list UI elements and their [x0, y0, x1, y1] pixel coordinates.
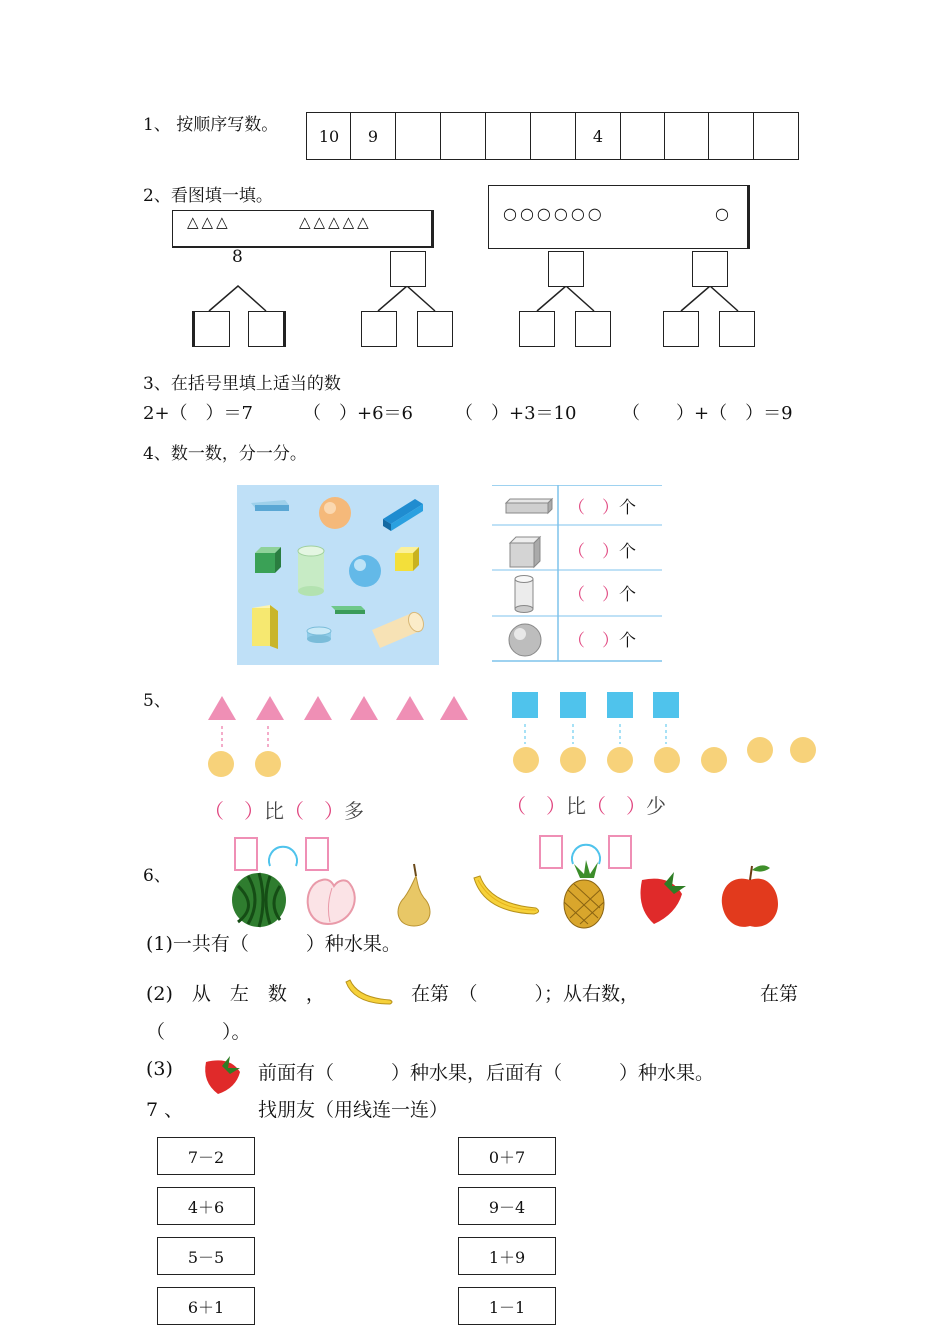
q6-label: 6、: [143, 866, 171, 886]
q1-label: 1、 按顺序写数。: [143, 115, 279, 135]
match-right-item[interactable]: 1＋9: [458, 1237, 556, 1275]
q2-label: 2、看图填一填。: [143, 186, 273, 206]
q3-label: 3、在括号里填上适当的数: [143, 374, 341, 394]
q7-title: 找朋友（用线连一连）: [258, 1099, 449, 1121]
pear-icon: [398, 864, 430, 926]
q6-part2-position: 在第: [760, 983, 799, 1005]
bond-part-box[interactable]: [719, 311, 755, 347]
sphere-icon: [507, 622, 543, 658]
strawberry-icon: [641, 872, 687, 924]
banana-icon: [342, 974, 394, 1010]
q6-part2-from-left: (2) 从 左 数 ，: [146, 983, 325, 1005]
sequence-cell[interactable]: 4: [575, 113, 620, 159]
equation-4[interactable]: （ ）+（ ）＝9: [622, 403, 793, 424]
bond-part-box[interactable]: [361, 311, 397, 347]
q6-part3-text[interactable]: 前面有（ ）种水果，后面有（ ）种水果。: [258, 1062, 715, 1084]
bond-part-box[interactable]: [663, 311, 699, 347]
cube-icon: [508, 535, 544, 569]
circle-group-right: ○: [715, 204, 729, 223]
bond-part-box[interactable]: [417, 311, 453, 347]
count-cube[interactable]: （ ）个: [568, 542, 636, 562]
number-8-label: 8: [232, 247, 243, 267]
bond-part-box[interactable]: [519, 311, 555, 347]
bond-part-box[interactable]: [192, 311, 230, 347]
equation-2[interactable]: （ ）+6＝6: [303, 403, 413, 424]
watermelon-icon: [232, 873, 286, 927]
peach-icon: [308, 879, 355, 924]
count-sphere[interactable]: （ ）个: [568, 631, 636, 651]
equation-1[interactable]: 2+（ ）＝7: [143, 403, 253, 424]
strawberry-icon: [200, 1050, 244, 1094]
bond-part-box[interactable]: [248, 311, 286, 347]
bond-top-box[interactable]: [548, 251, 584, 287]
circle-group-left: ○○○○○○: [503, 204, 605, 223]
match-right-item[interactable]: 1－1: [458, 1287, 556, 1325]
q4-label: 4、数一数，分一分。: [143, 444, 307, 464]
match-left-item[interactable]: 5－5: [157, 1237, 255, 1275]
cuboid-icon: [504, 497, 554, 517]
match-left-item[interactable]: 7－2: [157, 1137, 255, 1175]
q5-label: 5、: [143, 691, 171, 711]
triangle-group-right: △△△△△: [299, 213, 372, 231]
match-right-item[interactable]: 9－4: [458, 1187, 556, 1225]
bond-top-box[interactable]: [692, 251, 728, 287]
sequence-cell[interactable]: 10: [306, 113, 351, 159]
match-right-item[interactable]: 0＋7: [458, 1137, 556, 1175]
q6-part2-answer[interactable]: 在第 （ ）；从右数，: [411, 983, 640, 1005]
count-cuboid[interactable]: （ ）个: [568, 498, 636, 518]
match-left-item[interactable]: 6＋1: [157, 1287, 255, 1325]
fruit-row: [228, 856, 788, 932]
cylinder-icon: [512, 574, 538, 616]
compare-less-sentence[interactable]: （ ）比（ ）少: [506, 794, 666, 818]
triangle-group-left: △△△: [187, 213, 231, 231]
compare-more-sentence[interactable]: （ ）比（ ）多: [204, 799, 364, 823]
number-bond-lines: [0, 0, 950, 360]
apple-icon: [722, 865, 778, 926]
count-cylinder[interactable]: （ ）个: [568, 585, 636, 605]
sequence-cell[interactable]: 9: [350, 113, 395, 159]
q6-part1[interactable]: (1)一共有（ ）种水果。: [146, 933, 401, 955]
bond-top-box[interactable]: [390, 251, 426, 287]
pineapple-icon: [564, 860, 604, 928]
match-left-item[interactable]: 4＋6: [157, 1187, 255, 1225]
shape-count-table: [492, 485, 664, 663]
bond-part-box[interactable]: [575, 311, 611, 347]
shapes-picture: [237, 485, 439, 665]
banana-icon: [474, 876, 539, 914]
q6-part2-answer-2[interactable]: （ ）。: [146, 1021, 251, 1043]
equation-3[interactable]: （ ）+3＝10: [455, 403, 577, 424]
q6-part3-number: (3): [146, 1058, 173, 1080]
q7-label: 7 、: [146, 1099, 184, 1121]
